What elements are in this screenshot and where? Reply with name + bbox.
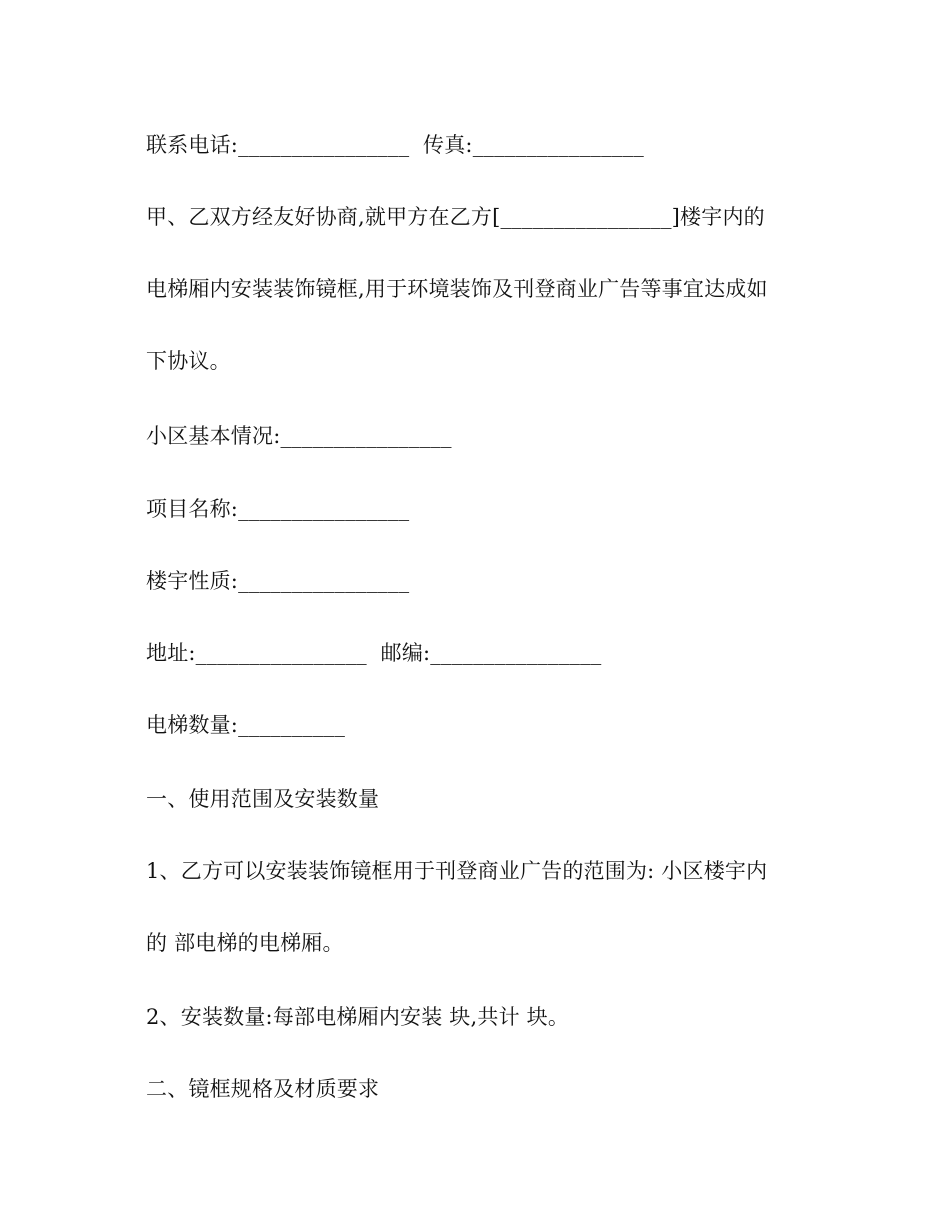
elevator-count-line: 电梯数量:__________ [146, 713, 346, 737]
community-info-line: 小区基本情况:________________ [146, 424, 452, 448]
contact-phone-fax-line: 联系电话:________________ 传真:________________ [146, 133, 644, 157]
clause-1-line-2: 的 部电梯的电梯厢。 [146, 931, 344, 955]
agreement-intro-line-1: 甲、乙双方经友好协商,就甲方在乙方[________________]楼宇内的 [146, 205, 765, 229]
agreement-intro-line-2: 电梯厢内安装装饰镜框,用于环境装饰及刊登商业广告等事宜达成如 [146, 277, 768, 301]
clause-2-line: 2、安装数量:每部电梯厢内安装 块,共计 块。 [146, 1005, 570, 1029]
agreement-intro-line-3: 下协议。 [146, 349, 231, 373]
section-heading-2: 二、镜框规格及材质要求 [146, 1077, 380, 1101]
building-type-line: 楼宇性质:________________ [146, 569, 410, 593]
project-name-line: 项目名称:________________ [146, 497, 410, 521]
address-postcode-line: 地址:________________ 邮编:________________ [146, 641, 602, 665]
section-heading-1: 一、使用范围及安装数量 [146, 787, 380, 811]
clause-1-line-1: 1、乙方可以安装装饰镜框用于刊登商业广告的范围为: 小区楼宇内 [146, 859, 768, 883]
